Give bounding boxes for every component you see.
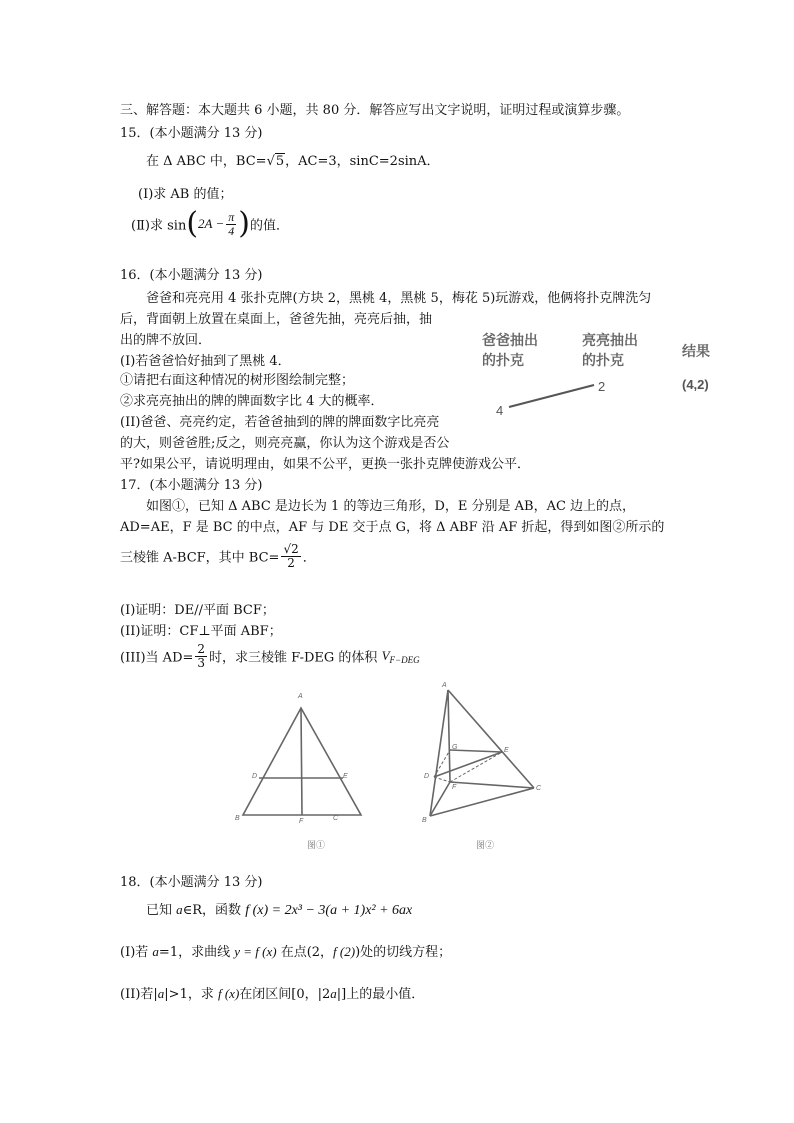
q16-line9: 平?如果公平，请说明理由，如果不公平，更换一张扑克牌使游戏公平．	[120, 457, 530, 472]
edge-fe	[450, 752, 502, 782]
fig2-label-e: E	[504, 747, 509, 754]
tree-diagram	[478, 328, 728, 420]
q16-line1: 爸爸和亮亮用 4 张扑克牌(方块 2，黑桃 4，黑桃 5，梅花 5)玩游戏，他俩将扑克牌洗匀	[146, 291, 652, 306]
figure-1	[225, 688, 355, 858]
q16-line8: 的大，则爸爸胜;反之，则亮亮赢，你认为这个游戏是否公	[120, 436, 450, 451]
q18-part1-prefix: (I)若	[120, 945, 153, 960]
q15-stem	[146, 150, 440, 169]
q15-part2-prefix: (Ⅱ)求 sin	[131, 218, 187, 234]
ad-num: 2	[197, 642, 206, 656]
bc-fraction	[281, 543, 300, 569]
fig1-label-b: B	[235, 815, 240, 822]
tree-col2-line2: 的扑克	[582, 352, 624, 368]
q18-part1-mid: =1，求曲线	[158, 945, 235, 960]
q17-part1: (I)证明：DE//平面 BCF；	[120, 603, 275, 618]
bc-num: √2	[283, 542, 299, 556]
q18-in-r: ∈R，函数	[182, 903, 246, 918]
tree-col1-line1: 爸爸抽出	[482, 332, 538, 348]
q17-line1: 如图①，已知 Δ ABC 是边长为 1 的等边三角形，D，E 分别是 AB，AC 边上的点，	[146, 499, 636, 514]
fig2-caption: 图②	[476, 840, 495, 850]
q17-line3	[120, 543, 316, 569]
q18-part2-f: f (x)	[217, 986, 240, 1001]
pi-over-4	[226, 211, 236, 237]
q16-line6: ②求亮亮抽出的牌的牌面数字比 4 大的概率．	[120, 394, 384, 409]
tree-branch	[509, 385, 594, 407]
q18-part2-interval: 在闭区间[0，|2	[239, 987, 331, 1002]
q16-line2: 后，背面朝上放置在桌面上，爸爸先抽，亮亮后抽，抽	[120, 312, 433, 327]
ad-den: 3	[197, 655, 206, 670]
q18-part2-prefix: (II)若|	[120, 987, 158, 1002]
edge-df	[434, 777, 450, 782]
q15-stem-suffix: ，AC=3，sinC=2sinA．	[285, 154, 440, 169]
fig1-label-a: A	[298, 693, 303, 700]
q18-part2	[120, 983, 424, 1002]
q18-part1-point: 在点(2，	[276, 945, 334, 960]
q15-part1: (I)求 AB 的值；	[138, 187, 233, 202]
q15-sqrt-val: 5	[275, 154, 285, 169]
edge-ac	[448, 690, 534, 788]
fig2-label-c: C	[536, 785, 542, 792]
left-paren: (	[186, 206, 199, 241]
right-paren: )	[238, 206, 251, 241]
q18-part2-a2: a	[330, 986, 337, 1001]
q16-line5: ①请把右面这种情况的树形图绘制完整；	[120, 373, 355, 388]
fig1-label-d: D	[252, 773, 258, 780]
q17-line2: AD=AE，F 是 BC 的中点，AF 与 DE 交于点 G，将 Δ ABF 沿 AF 折起，得到如图②所示的	[120, 520, 665, 535]
q15-expr-left: 2A −	[198, 216, 225, 231]
q18-part1	[120, 941, 451, 960]
q17-line3-suffix: ．	[302, 550, 316, 566]
segment-af	[301, 708, 302, 815]
q18-part2-suffix: |]上的最小值．	[336, 987, 425, 1002]
fig2-label-g: G	[452, 744, 458, 751]
four: 4	[228, 223, 235, 238]
edge-ab	[430, 690, 448, 816]
q18-part1-suffix: )处的切线方程；	[355, 945, 452, 960]
q15-header: 15．(本小题满分 13 分)	[120, 126, 263, 141]
q15-part2	[131, 206, 290, 241]
edge-de	[434, 752, 502, 777]
sqrt-symbol: √	[266, 154, 275, 169]
tree-col3: 结果	[682, 343, 710, 359]
tree-result: (4,2)	[682, 377, 709, 392]
q18-given-prefix: 已知	[146, 903, 177, 918]
vol-subscript: F−DEG	[389, 655, 420, 666]
q17-part3	[120, 643, 420, 669]
q17-header: 17．(本小题满分 13 分)	[120, 478, 263, 493]
q18-a: a	[176, 902, 183, 917]
bc-den: 2	[287, 555, 295, 570]
q16-line3: 出的牌不放回．	[120, 333, 212, 348]
fig2-label-f: F	[452, 784, 457, 791]
q16-line4: (I)若爸爸恰好抽到了黑桃 4．	[120, 354, 291, 369]
fig2-label-b: B	[422, 817, 427, 824]
tree-dad-card: 4	[496, 403, 504, 418]
fig1-label-e: E	[343, 773, 348, 780]
q16-header: 16．(本小题满分 13 分)	[120, 268, 263, 283]
tree-col2-line1: 亮亮抽出	[582, 332, 638, 348]
q18-part1-a: a	[152, 944, 159, 959]
fig1-caption: 图①	[307, 840, 326, 850]
q15-stem-prefix: 在 Δ ABC 中，BC=	[146, 154, 267, 169]
fig1-label-c: C	[333, 815, 339, 822]
q17-part3-prefix: (III)当 AD=	[120, 650, 194, 666]
tree-son-card: 2	[598, 379, 606, 394]
edge-ge	[450, 750, 502, 752]
fig1-label-f: F	[299, 818, 304, 825]
edge-fc	[450, 782, 534, 788]
q18-part2-a: a	[157, 986, 165, 1001]
ad-fraction	[195, 643, 207, 669]
fig2-label-a: A	[442, 682, 447, 689]
figure-2	[420, 682, 560, 858]
q18-header: 18．(本小题满分 13 分)	[120, 875, 263, 890]
q18-part1-curve: y = f (x)	[234, 944, 277, 959]
q18-part1-f2: f (2)	[333, 944, 356, 959]
q17-part2: (II)证明：CF⊥平面 ABF；	[120, 624, 282, 639]
q17-line3-prefix: 三棱锥 A-BCF，其中 BC=	[120, 550, 280, 566]
pi: π	[228, 209, 235, 224]
edge-af	[448, 690, 450, 782]
q17-part3-mid: 时，求三棱锥 F-DEG 的体积	[209, 650, 382, 666]
q16-line7: (II)爸爸、亮亮约定，若爸爸抽到的牌的牌面数字比亮亮	[120, 415, 440, 430]
q18-given	[146, 899, 412, 919]
fig2-label-d: D	[424, 773, 430, 780]
tree-col1-line2: 的扑克	[482, 352, 524, 368]
q18-function: f (x) = 2x³ − 3(a + 1)x² + 6ax	[245, 903, 413, 918]
q15-part2-suffix: 的值．	[250, 218, 290, 234]
vol-symbol: V	[381, 648, 390, 664]
q18-part2-mid: |>1，求	[164, 987, 218, 1002]
section-title: 三、解答题：本大题共 6 小题，共 80 分．解答应写出文字说明，证明过程或演算步骤。	[120, 103, 630, 118]
edge-bc	[430, 788, 534, 816]
